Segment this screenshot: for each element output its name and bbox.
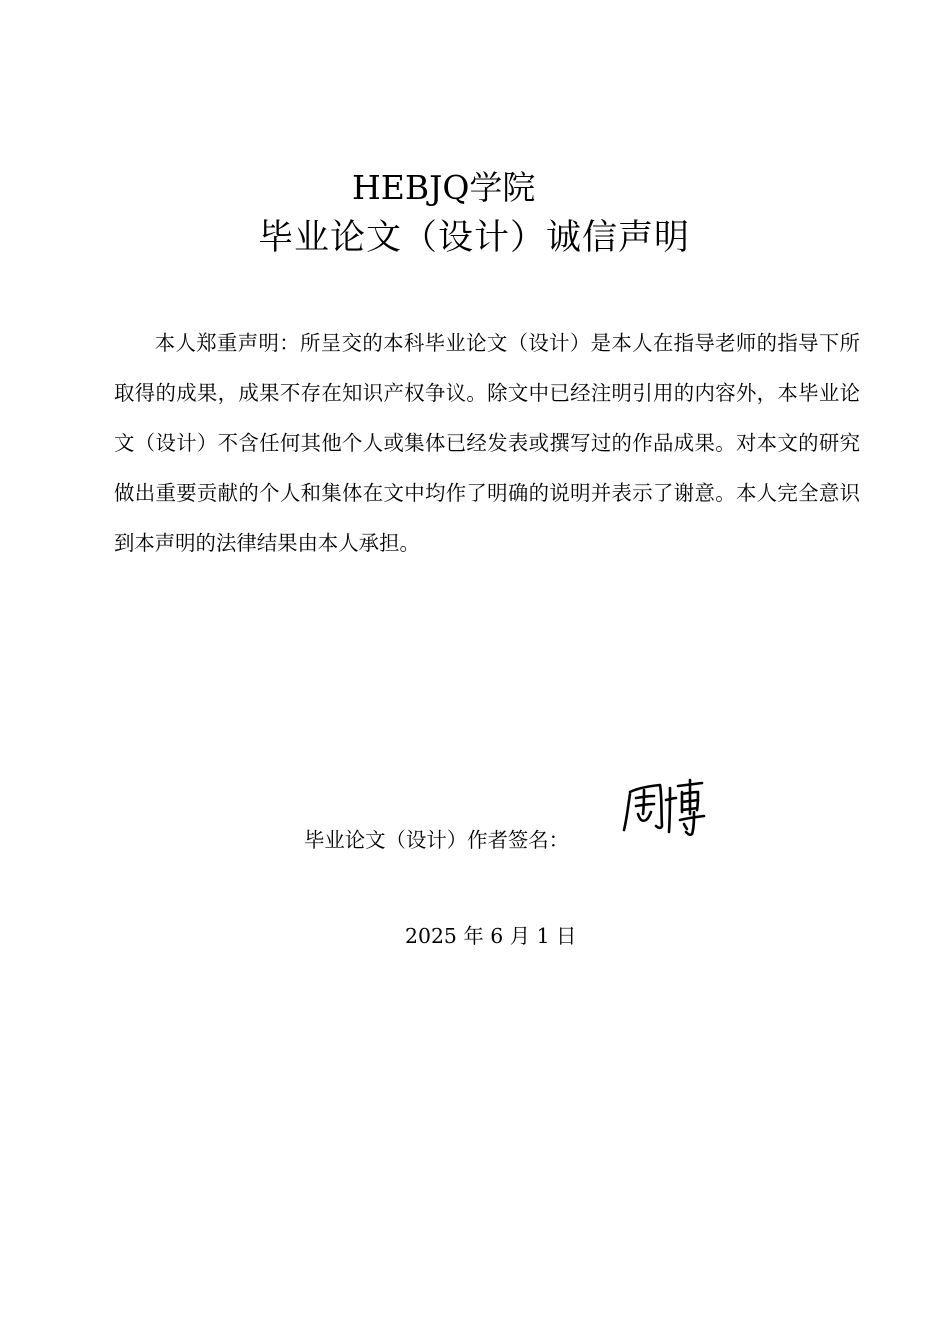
signature-date: 2025 年 6 月 1 日 — [405, 924, 577, 948]
declaration-paragraph: 本人郑重声明：所呈交的本科毕业论文（设计）是本人在指导老师的指导下所取得的成果，成果不存在知识产权争议。除文中已经注明引用的内容外，本毕业论文（设计）不含任何其他个人或集体已经发表或撰写过的作品成果。对本文的研究做出重要贡献的个人和集体在文中均作了明确的说明并表示了谢意。本人完全意识到本声明的法律结果由本人承担。 — [114, 331, 860, 555]
handwritten-signature — [622, 776, 706, 838]
signature-label: 毕业论文（设计）作者签名： — [304, 828, 570, 852]
signature-row — [304, 820, 569, 860]
document-title: 毕业论文（设计）诚信声明 — [258, 218, 691, 258]
institution-name: HEBJQ学院 — [352, 168, 536, 207]
